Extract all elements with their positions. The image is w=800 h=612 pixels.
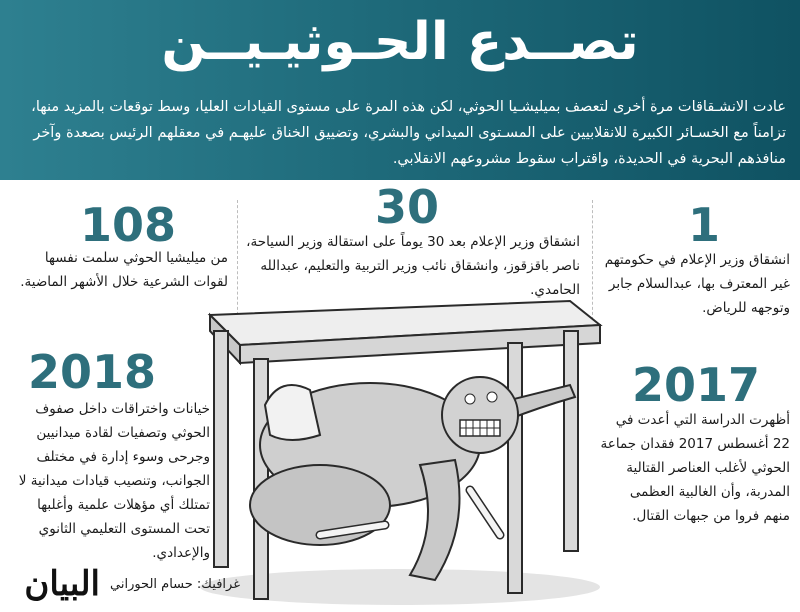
stat-2017-number: 2017 [632, 358, 761, 412]
credit-text: غرافيك: حسام الحوراني [110, 576, 240, 592]
footer-credit [10, 564, 240, 604]
stat-1-text: انشقاق وزير الإعلام في حكومتهم غير المعترف بها، عبدالسلام جابر وتوجهه للرياض. [604, 252, 790, 316]
stat-30-number: 30 [375, 180, 440, 234]
stat-108-number: 108 [80, 198, 177, 252]
albayan-logo: البيان [24, 564, 100, 604]
page-title: تصــدع الحـوثيـيــن [161, 12, 639, 72]
stat-2018-text: خيانات واختراقات داخل صفوف الحوثي وتصفيات لقادة ميدانيين وجرحى وسوء إدارة في مختلف الجوانب، وتنصيب قيادات ميدانية لا تمتلك أي مؤهلات علمية وأغلبها تحت المستوى التعليمي الثانوي والإعدادي. [18, 401, 210, 561]
stat-2017-text: أظهرت الدراسة التي أعدت في 22 أغسطس 2017 فقدان جماعة الحوثي لأغلب العناصر القتالية المدربة، وأن الغالبية العظمى منهم فروا من جبهات القتال. [600, 412, 790, 524]
stat-2018-number: 2018 [28, 345, 157, 399]
stat-30-text: انشقاق وزير الإعلام بعد 30 يوماً على استقالة وزير السياحة، ناصر باقزقوز، وانشقاق نائب وزير التربية والتعليم، عبدالله الحامدي. [246, 234, 580, 298]
stat-108-text: من ميليشيا الحوثي سلمت نفسها لقوات الشرعية خلال الأشهر الماضية. [20, 250, 228, 290]
stat-1-number: 1 [688, 198, 721, 252]
header-banner [0, 0, 800, 180]
intro-paragraph: عادت الانشـقاقات مرة أخرى لتعصف بميليشـيا الحوثي، لكن هذه المرة على مستوى القيادات العليا، وسط توقعات بالمزيد منها، تزامناً مع الخسـائر الكبيرة للانقلابيين على المسـتوى الميداني والبشري، وتضييق الخناق عليهـم في معقلهم الرئيس بصعدة وآخر منافذهم البحرية في الحديدة، واقتراب سقوط مشروعهم الانقلابي. [31, 99, 786, 167]
